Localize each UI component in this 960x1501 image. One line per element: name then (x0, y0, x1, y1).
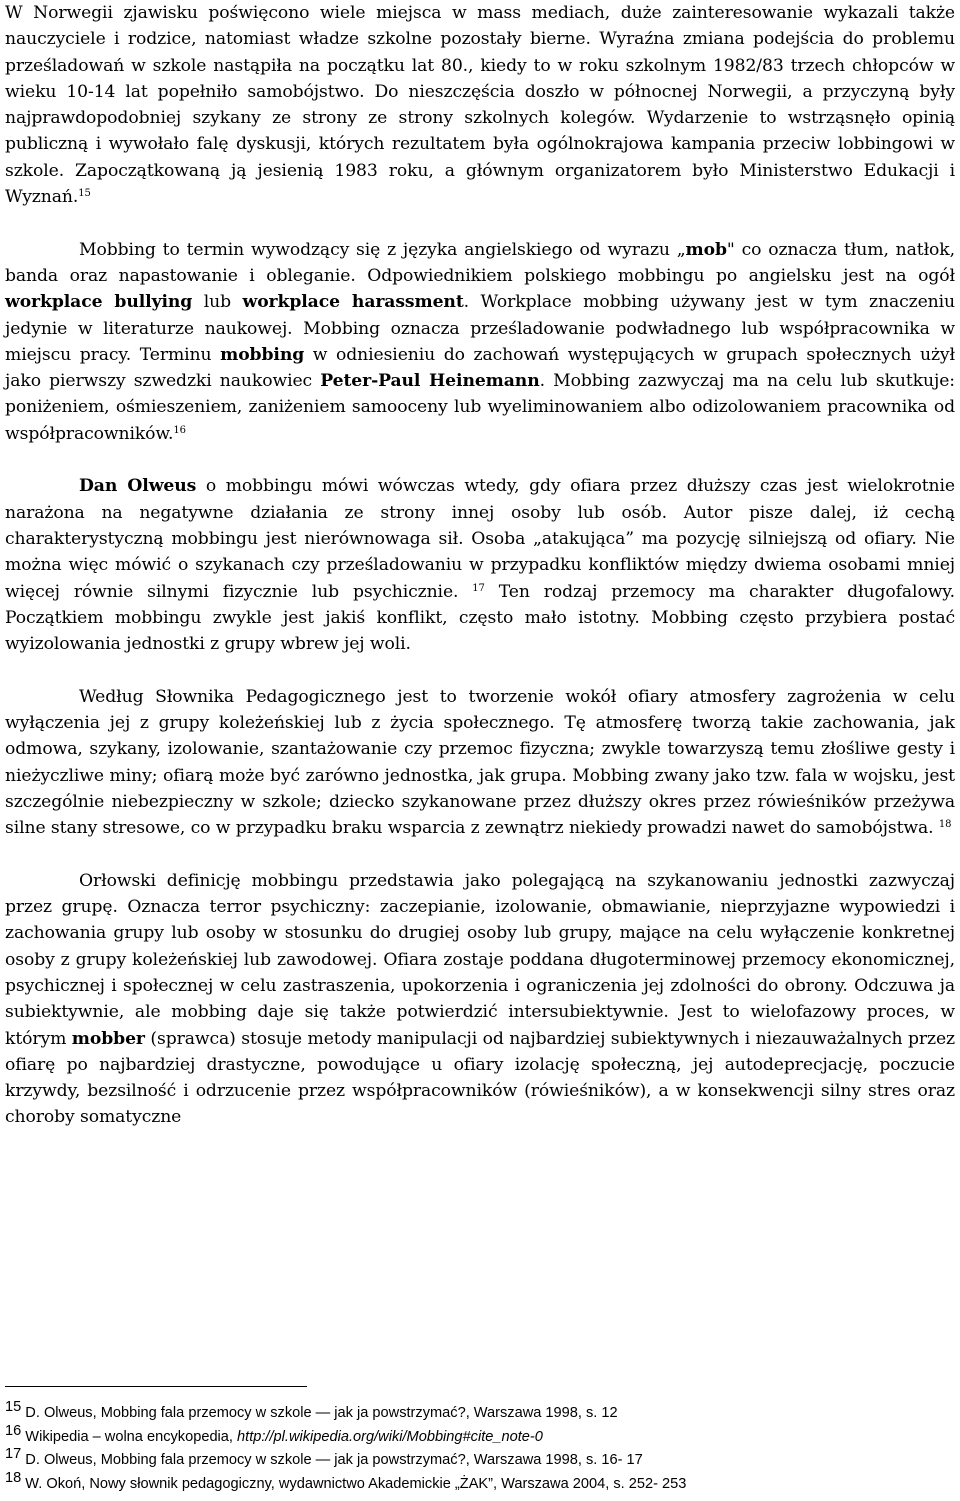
footnote-ref: 16 (173, 424, 186, 436)
text-run: Według Słownika Pedagogicznego jest to tworzenie wokół ofiary atmosfery zagrożenia w celu wyłączenia jej z grupy koleżeńskiej lub z życia społecznego. Tę atmosferę tworzą takie zachowania, jak odmowa, szykany, izolowanie, szantażowanie czy przemoc fizyczna; zwykle towarzyszą temu złośliwe gesty i nieżyczliwe miny; ofiarą może być zarówno jednostka, jak grupa. Mobbing zwany jako tzw. fala w wojsku, jest szczególnie niebezpieczny w szkole; dziecko szykanowane przez dłuższy okres przez rówieśników przeżywa silne stany stresowe, co w przypadku braku wsparcia z zewnątrz niekiedy prowadzi nawet do samobójstwa. (5, 686, 955, 839)
footnote-link: http://pl.wikipedia.org/wiki/Mobbing#cite_note-0 (237, 1428, 543, 1445)
text-run: W. Okoń, Nowy słownik pedagogiczny, wydawnictwo Akademickie „ŻAK”, Warszawa 2004, s. 252- 253 (25, 1475, 687, 1492)
text-run: Mobbing to termin wywodzący się z języka angielskiego od wyrazu „ (79, 239, 686, 260)
footnotes (5, 1399, 955, 1496)
text-run: w odniesieniu do zachowań występujących w grupach społecznych użył jako pierwszy szwedzki naukowiec (5, 344, 955, 392)
footnote-17 (5, 1446, 955, 1473)
bold-term: Dan Olweus (79, 476, 197, 497)
paragraph-p4 (5, 684, 955, 842)
paragraph-p5 (5, 868, 955, 1131)
text-run: . Mobbing zazwyczaj ma na celu lub skutkuje: poniżeniem, ośmieszeniem, zaniżeniem samooceny lub wyeliminowaniem albo odizolowaniem pracownika od współpracowników. (5, 371, 955, 444)
paragraph-p3 (5, 473, 955, 657)
text-run: . Workplace mobbing używany jest w tym znaczeniu jedynie w literaturze naukowej. Mobbing oznacza prześladowanie podwładnego lub współpracownika w miejscu pracy. Terminu (5, 292, 955, 365)
footnote-number: 17 (5, 1446, 22, 1462)
footnote-16 (5, 1422, 955, 1450)
paragraph-p1 (5, 0, 955, 210)
footnote-separator (5, 1386, 307, 1387)
footnote-number: 18 (5, 1469, 22, 1486)
bold-term: workplace bullying (5, 292, 193, 313)
bold-term: mobbing (220, 344, 305, 365)
text-run: Orłowski definicję mobbingu przedstawia jako polegającą na szykanowaniu jednostki zazwyczaj przez grupę. Oznacza terror psychiczny: zaczepianie, izolowanie, obmawianie, nieprzyjazne wypowiedzi i zachowania grupy lub osoby w stosunku do drugiej osoby lub grupy, mające na celu wyłączenie konkretnej osoby z grupy koleżeńskiej lub zawodowej. Ofiara zostaje poddana długoterminowej przemocy ekonomicznej, psychicznej i społecznej w celu zastraszenia, upokorzenia i ograniczenia jej zdolności do obrony. Odczuwa ja subiektywnie, ale mobbing daje się także potwierdzić intersubiektywnie. Jest to wielofazowy proces, w którym (5, 870, 955, 1049)
text-run: lub (192, 292, 243, 313)
footnote-number: 16 (5, 1422, 22, 1439)
text-run: D. Olweus, Mobbing fala przemocy w szkole — jak ja powstrzymać?, Warszawa 1998, s. 12 (25, 1405, 618, 1421)
footnote-number: 15 (5, 1399, 22, 1415)
bold-term: Peter-Paul Heinemann (320, 371, 540, 392)
bold-term: workplace harassment (242, 292, 464, 313)
text-run: W Norwegii zjawisku poświęcono wiele miejsca w mass mediach, duże zainteresowanie wykazali także nauczyciele i rodzice, natomiast władze szkolne pozostały bierne. Wyraźna zmiana podejścia do problemu prześladowań w szkole nastąpiła na początku lat 80., kiedy to w roku szkolnym 1982/83 trzech chłopców w wieku 10-14 lat popełniło samobójstwo. Do nieszczęścia doszło w północnej Norwegii, a przyczyną były najprawdopodobniej szykany ze strony ze strony szkolnych kolegów. Wydarzenie to wstrząsnęło opinią publiczną i wywołało falę dyskusji, których rezultatem była ogólnokrajowa kampania przeciw lobbingowi w szkole. Zapoczątkowaną ją jesienią 1983 roku, a głównym organizatorem było Ministerstwo Edukacji i Wyznań. (5, 3, 955, 208)
footnote-ref: 17 (472, 582, 485, 594)
footnote-15 (5, 1399, 955, 1426)
document-body (5, 0, 955, 1157)
paragraph-p2 (5, 237, 955, 447)
text-run: (sprawca) stosuje metody manipulacji od najbardziej subiektywnych i niezauważalnych przez ofiarę po najbardziej drastyczne, powodujące u ofiary izolację społeczną, jej autodeprecjację, poczucie krzywdy, bezsilność i odrzucenie przez współpracowników (rówieśników), a w konsekwencji silny stres oraz choroby somatyczne (5, 1028, 955, 1128)
text-run: o mobbingu mówi wówczas wtedy, gdy ofiara przez dłuższy czas jest wielokrotnie narażona na negatywne działania ze strony innej osoby lub osób. Autor pisze dalej, iż cechą charakterystyczną mobbingu jest nierównowaga sił. Osoba „atakująca” ma pozycję silniejszą od ofiary. Nie można więc mówić o szykanach czy prześladowaniu w przypadku konfliktów między dwiema osobami mniej więcej równie silnymi fizycznie lub psychicznie. (5, 476, 955, 602)
footnote-18 (5, 1469, 955, 1497)
text-run: D. Olweus, Mobbing fala przemocy w szkole — jak ja powstrzymać?, Warszawa 1998, s. 16- 17 (25, 1452, 643, 1468)
text-run: " co oznacza tłum, natłok, banda oraz napastowanie i obleganie. Odpowiednikiem polskiego mobbingu po angielsku jest na ogół (5, 239, 955, 286)
footnote-ref: 18 (938, 819, 952, 831)
footnote-ref: 15 (78, 188, 91, 200)
bold-term: mobber (71, 1028, 145, 1049)
bold-term: mob (685, 239, 727, 260)
text-run: Ten rodzaj przemocy ma charakter długofalowy. Początkiem mobbingu zwykle jest jakiś konflikt, często mało istotny. Mobbing często przybiera postać wyizolowania jednostki z grupy wbrew jej woli. (5, 581, 955, 655)
text-run: Wikipedia – wolna encykopedia, (25, 1428, 238, 1445)
